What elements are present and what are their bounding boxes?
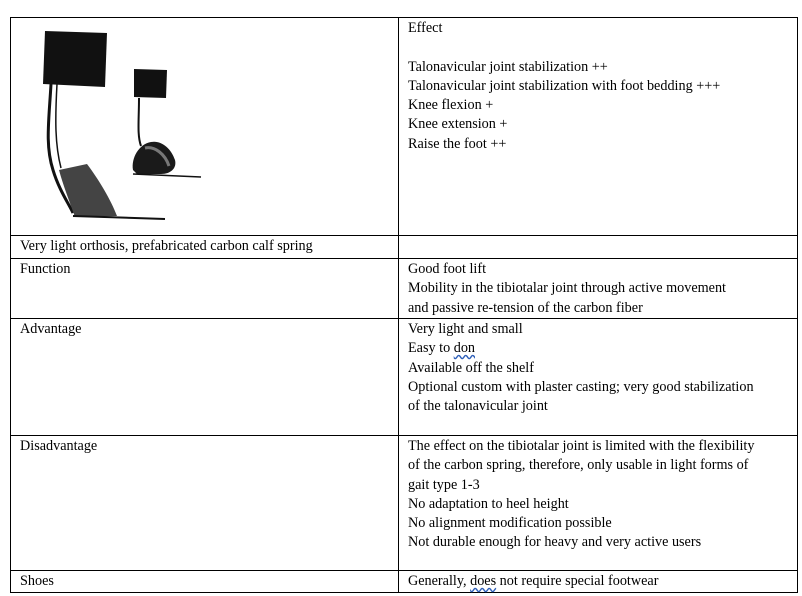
small-orthosis-footplate bbox=[133, 142, 176, 174]
row-function bbox=[10, 259, 798, 319]
small-orthosis-sole bbox=[133, 174, 201, 177]
disadvantage-line: The effect on the tibiotalar joint is limited with the flexibility bbox=[408, 438, 755, 454]
function-line: Mobility in the tibiotalar joint through active movement bbox=[408, 280, 726, 297]
large-orthosis-spring bbox=[59, 164, 117, 217]
large-orthosis-cuff bbox=[43, 31, 107, 87]
effect-item: Knee flexion + bbox=[408, 97, 494, 114]
advantage-label-cell bbox=[10, 319, 399, 436]
effect-item: Knee extension + bbox=[408, 116, 508, 133]
function-line: Good foot lift bbox=[408, 261, 487, 277]
disadvantage-label: Disadvantage bbox=[20, 438, 98, 454]
product-label-cell bbox=[10, 236, 399, 259]
orthosis-illustration bbox=[21, 20, 261, 235]
shoes-underlined-word: does bbox=[470, 573, 497, 589]
advantage-line: Optional custom with plaster casting; very good stabilization bbox=[408, 378, 754, 395]
function-label-cell bbox=[10, 259, 399, 319]
effect-heading: Effect bbox=[408, 20, 443, 36]
advantage-line: Very light and small bbox=[408, 321, 523, 337]
product-label: Very light orthosis, prefabricated carbon calf spring bbox=[20, 238, 313, 254]
effect-item: Raise the foot ++ bbox=[408, 135, 507, 152]
large-orthosis-strut-inner bbox=[56, 84, 61, 168]
shoes-label: Shoes bbox=[20, 573, 54, 589]
product-value-cell bbox=[398, 236, 798, 259]
shoes-text-pre: Generally, bbox=[408, 573, 471, 589]
small-orthosis-strut bbox=[139, 98, 142, 146]
advantage-value-cell bbox=[398, 319, 798, 436]
advantage-line: Available off the shelf bbox=[408, 359, 534, 376]
large-orthosis-sole bbox=[73, 216, 165, 219]
advantage-line: of the talonavicular joint bbox=[408, 398, 548, 415]
row-product bbox=[10, 236, 798, 259]
effect-cell bbox=[398, 17, 798, 236]
shoes-text-post: not require special footwear bbox=[496, 573, 659, 589]
shoes-value bbox=[408, 572, 658, 591]
effect-item: Talonavicular joint stabilization with foot bedding +++ bbox=[408, 77, 721, 94]
row-effect bbox=[10, 17, 798, 236]
row-advantage bbox=[10, 319, 798, 436]
function-line: and passive re-tension of the carbon fiber bbox=[408, 299, 643, 316]
row-disadvantage bbox=[10, 436, 798, 571]
illustration-cell bbox=[10, 17, 399, 236]
disadvantage-value-cell bbox=[398, 436, 798, 571]
shoes-value-cell bbox=[398, 571, 798, 593]
effect-item: Talonavicular joint stabilization ++ bbox=[408, 58, 608, 75]
disadvantage-line: Not durable enough for heavy and very active users bbox=[408, 534, 702, 551]
shoes-label-cell bbox=[10, 571, 399, 593]
small-orthosis-cuff bbox=[134, 69, 167, 98]
disadvantage-line: gait type 1-3 bbox=[408, 476, 480, 493]
row-shoes bbox=[10, 571, 798, 593]
advantage-label: Advantage bbox=[20, 321, 82, 337]
disadvantage-line: of the carbon spring, therefore, only usable in light forms of bbox=[408, 457, 749, 474]
disadvantage-line: No adaptation to heel height bbox=[408, 495, 569, 512]
disadvantage-label-cell bbox=[10, 436, 399, 571]
advantage-underlined-word: don bbox=[453, 340, 475, 357]
advantage-text: Easy to bbox=[408, 340, 454, 357]
disadvantage-line: No alignment modification possible bbox=[408, 515, 612, 532]
function-label: Function bbox=[20, 261, 71, 277]
function-value-cell bbox=[398, 259, 798, 319]
advantage-line bbox=[408, 339, 754, 358]
